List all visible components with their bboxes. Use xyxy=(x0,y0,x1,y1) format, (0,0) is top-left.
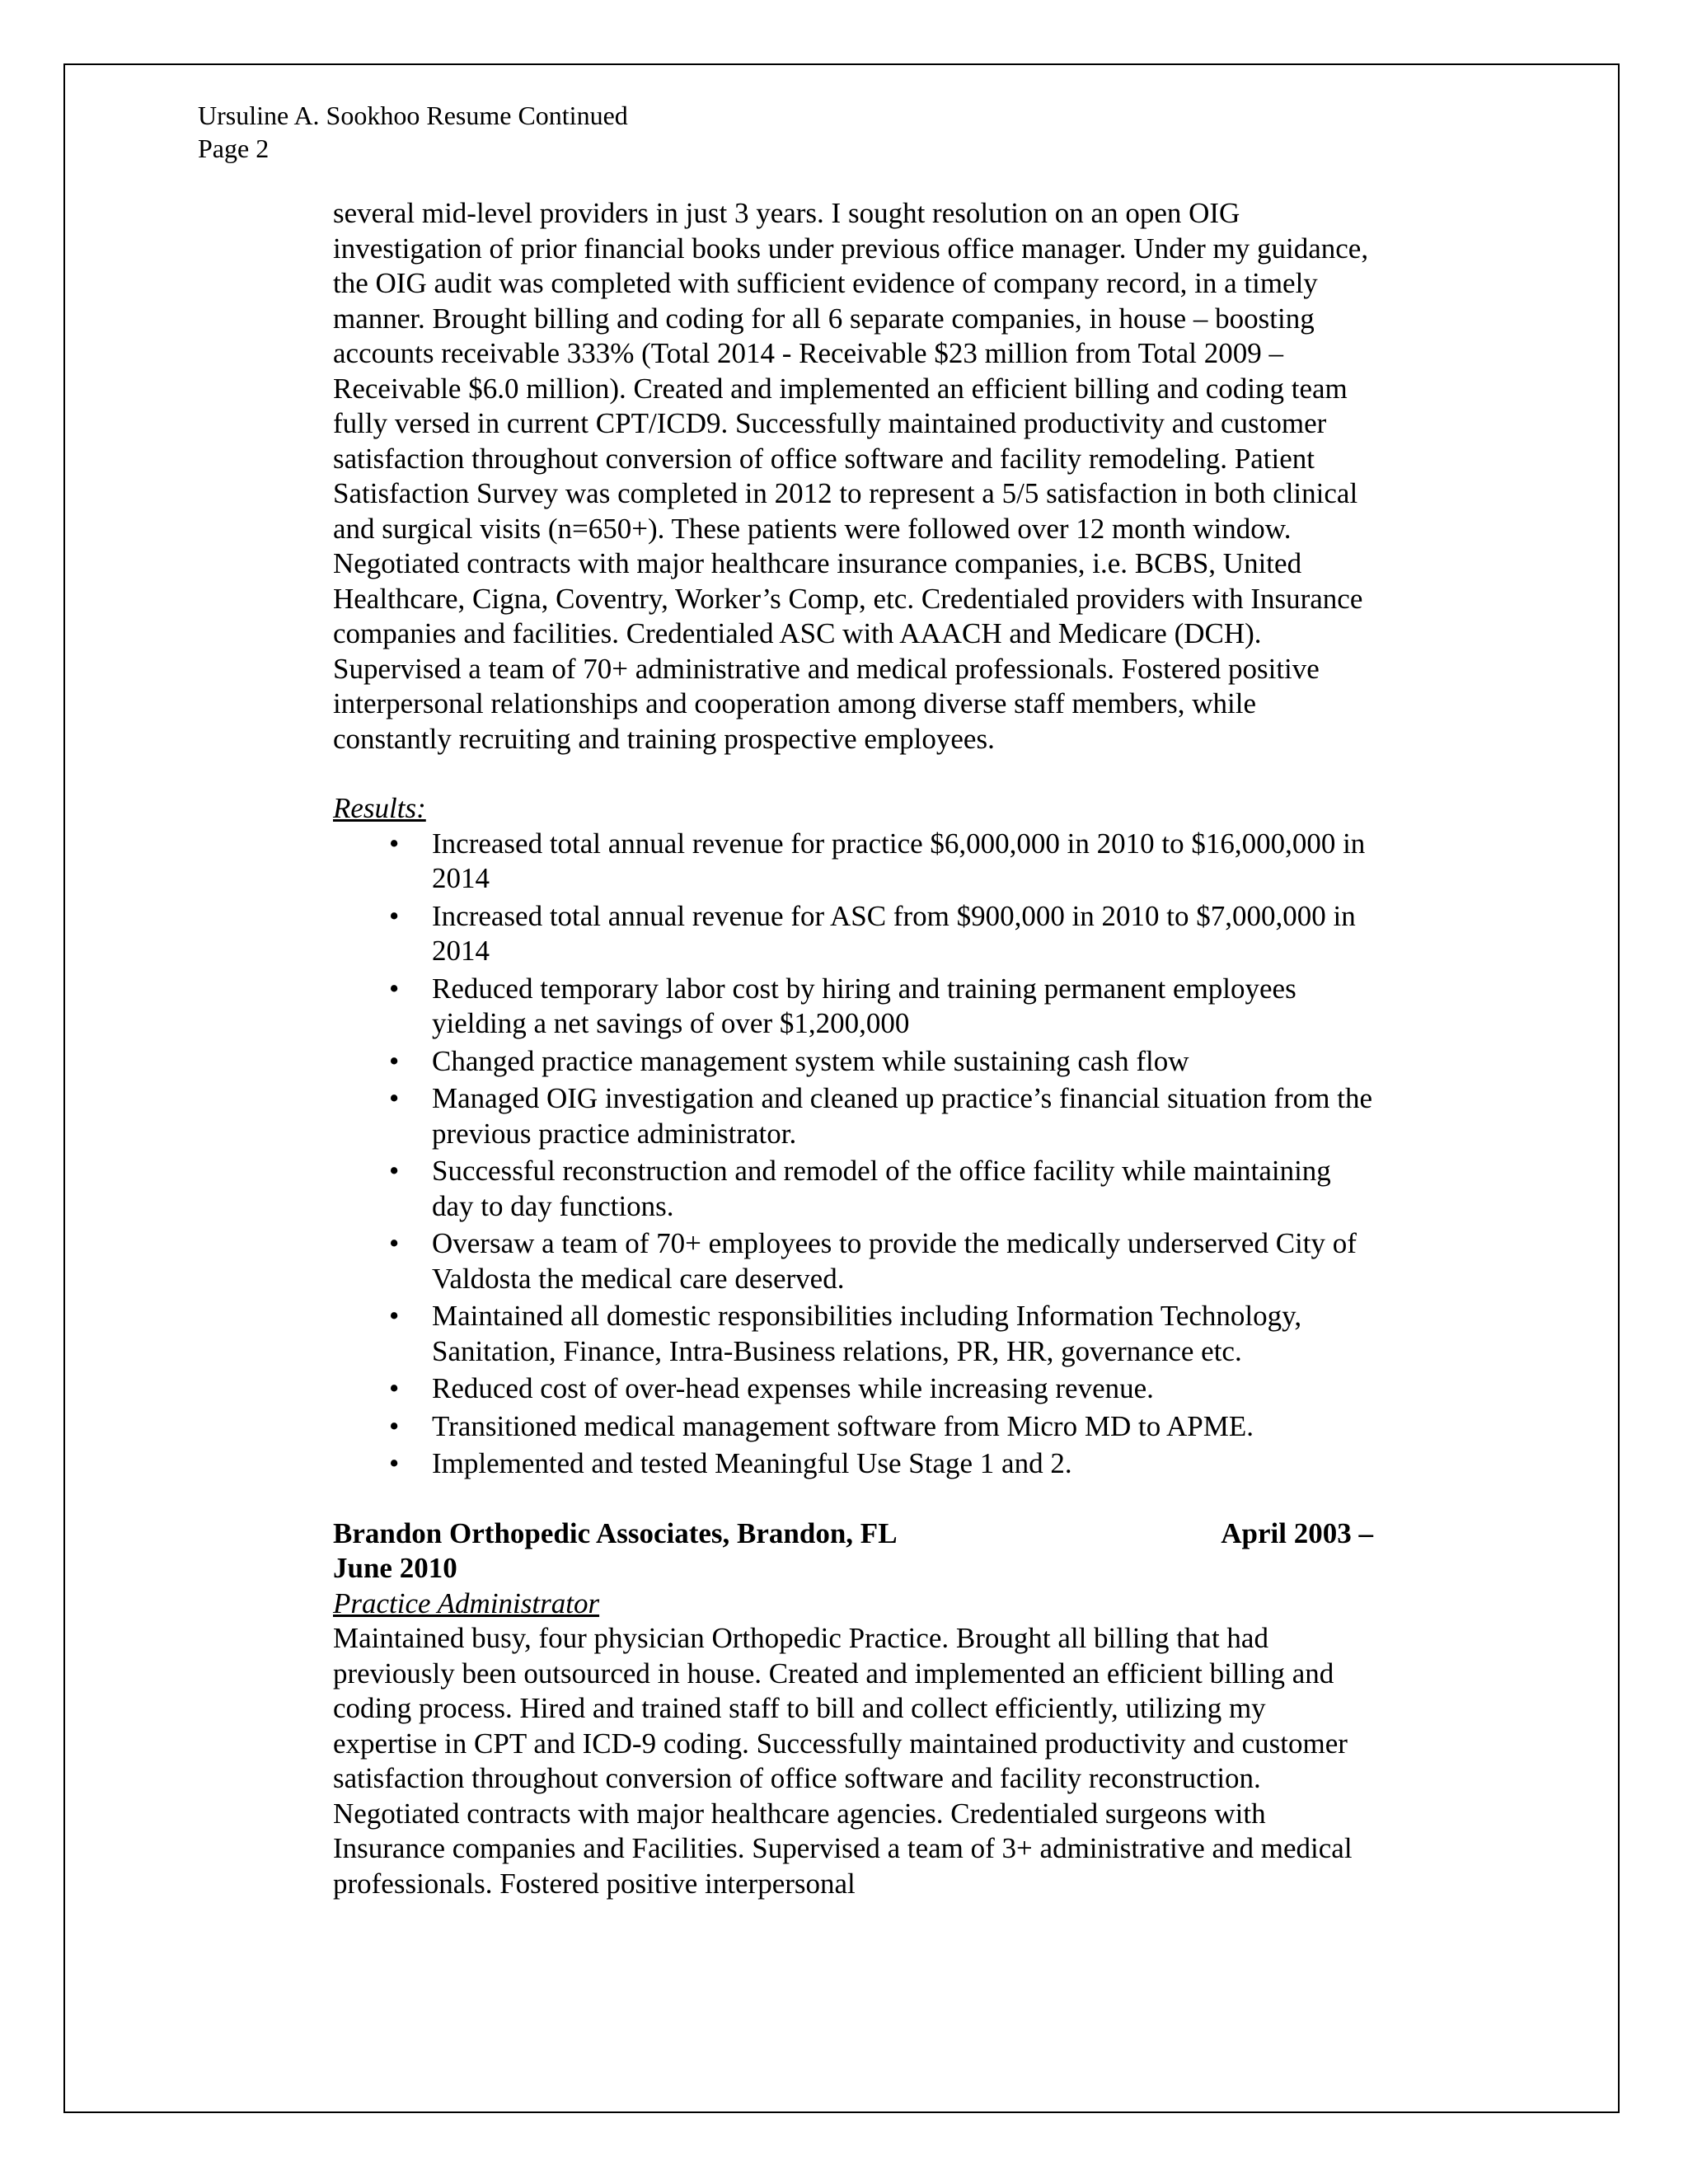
job-heading-line xyxy=(333,1516,1373,1552)
list-item xyxy=(333,827,1373,897)
bullet-icon: • xyxy=(389,1227,400,1259)
list-item xyxy=(333,1409,1373,1445)
list-item xyxy=(333,972,1373,1042)
result-text: Successful reconstruction and remodel of the office facility while maintaining day to day functions. xyxy=(432,1155,1331,1222)
resume-content xyxy=(333,196,1373,1901)
bullet-icon: • xyxy=(389,1447,400,1479)
job-date-end: June 2010 xyxy=(333,1552,457,1584)
job-description: Maintained busy, four physician Orthopedic Practice. Brought all billing that had previously been outsourced in house. Created and implemented an efficient billing and coding process. Hired and trained staff to bill and collect efficiently, utilizing my expertise in CPT and ICD-9 coding. Successfully maintained productivity and customer satisfaction throughout conversion of office software and facility reconstruction. Negotiated contracts with major healthcare agencies. Credentialed surgeons with Insurance companies and Facilities. Supervised a team of 3+ administrative and medical professionals. Fostered positive interpersonal xyxy=(333,1622,1353,1900)
header-title: Ursuline A. Sookhoo Resume Continued xyxy=(198,101,628,130)
bullet-icon: • xyxy=(389,972,400,1005)
bullet-icon: • xyxy=(389,1409,400,1442)
result-text: Increased total annual revenue for practice $6,000,000 in 2010 to $16,000,000 in 2014 xyxy=(432,827,1366,894)
results-list xyxy=(333,827,1373,1482)
bullet-icon: • xyxy=(389,1300,400,1332)
list-item xyxy=(333,1226,1373,1296)
result-text: Reduced cost of over-head expenses while increasing revenue. xyxy=(432,1372,1154,1404)
result-text: Implemented and tested Meaningful Use Stage 1 and 2. xyxy=(432,1447,1072,1479)
result-text: Increased total annual revenue for ASC from $900,000 in 2010 to $7,000,000 in 2014 xyxy=(432,899,1356,967)
list-item xyxy=(333,1081,1373,1151)
page-header xyxy=(198,99,628,165)
list-item xyxy=(333,1154,1373,1224)
bullet-icon: • xyxy=(389,1372,400,1404)
header-page-number: Page 2 xyxy=(198,134,270,163)
result-text: Transitioned medical management software from Micro MD to APME. xyxy=(432,1409,1254,1442)
result-text: Reduced temporary labor cost by hiring and training permanent employees yielding a net savings of over $1,200,000 xyxy=(432,972,1296,1039)
results-label: Results: xyxy=(333,792,426,824)
bullet-icon: • xyxy=(389,899,400,932)
job-date-start: April 2003 – xyxy=(1221,1516,1373,1549)
intro-paragraph: several mid-level providers in just 3 years. I sought resolution on an open OIG investigation of prior financial books under previous office manager. Under my guidance, the OIG audit was completed with sufficient evidence of company record, in a timely manner. Brought billing and coding for all 6 separate companies, in house – boosting accounts receivable 333% (Total 2014 - Receivable $23 million from Total 2009 – Receivable $6.0 million). Created and implemented an efficient billing and coding team fully versed in current CPT/ICD9. Successfully maintained productivity and customer satisfaction throughout conversion of office software and facility remodeling. Patient Satisfaction Survey was completed in 2012 to represent a 5/5 satisfaction in both clinical and surgical visits (n=650+). These patients were followed over 12 month window. Negotiated contracts with major healthcare insurance companies, i.e. BCBS, United Healthcare, Cigna, Coventry, Worker’s Comp, etc. Credentialed providers with Insurance companies and facilities. Credentialed ASC with AAACH and Medicare (DCH). Supervised a team of 70+ administrative and medical professionals. Fostered positive interpersonal relationships and cooperation among diverse staff members, while constantly recruiting and training prospective employees. xyxy=(333,197,1369,755)
result-text: Managed OIG investigation and cleaned up practice’s financial situation from the previous practice administrator. xyxy=(432,1082,1373,1150)
job-title: Practice Administrator xyxy=(333,1586,600,1619)
job-heading xyxy=(333,1516,1373,1586)
result-text: Maintained all domestic responsibilities including Information Technology, Sanitation, Finance, Intra-Business relations, PR, HR, governance etc. xyxy=(432,1300,1302,1367)
list-item xyxy=(333,1299,1373,1369)
bullet-icon: • xyxy=(389,1044,400,1077)
result-text: Oversaw a team of 70+ employees to provide the medically underserved City of Valdosta the medical care deserved. xyxy=(432,1227,1357,1295)
bullet-icon: • xyxy=(389,827,400,860)
employer-name: Brandon Orthopedic Associates, Brandon, FL xyxy=(333,1516,898,1549)
bullet-icon: • xyxy=(389,1082,400,1114)
list-item xyxy=(333,1371,1373,1407)
result-text: Changed practice management system while sustaining cash flow xyxy=(432,1044,1189,1077)
list-item xyxy=(333,1044,1373,1080)
bullet-icon: • xyxy=(389,1155,400,1187)
list-item xyxy=(333,899,1373,969)
list-item xyxy=(333,1446,1373,1482)
